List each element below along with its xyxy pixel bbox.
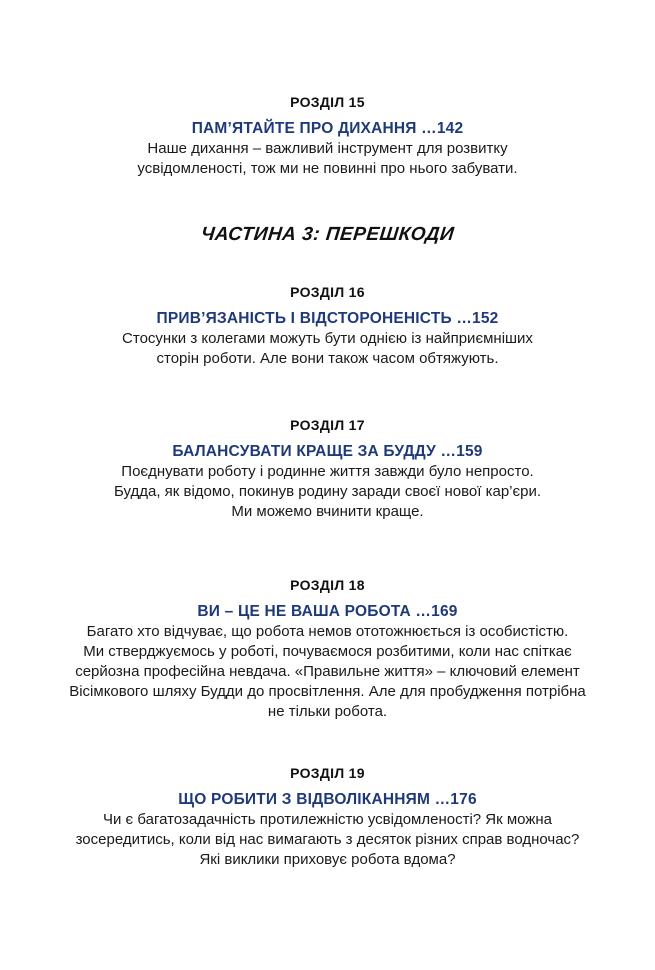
chapter-title-link[interactable]: ПРИВ’ЯЗАНІСТЬ І ВІДСТОРОНЕНІСТЬ …152 [156,310,499,327]
chapter-description [0,329,655,369]
description-line: не тільки робота. [267,703,388,720]
part-heading: ЧАСТИНА 3: ПЕРЕШКОДИ [199,224,456,245]
chapter-title-link[interactable]: ПАМ’ЯТАЙТЕ ПРО ДИХАННЯ …142 [191,120,464,137]
chapter-description [0,810,655,870]
description-line: усвідомленості, тож ми не повинні про нього забувати. [137,160,518,177]
description-line: Чи є багатозадачність протилежністю усвідомленості? Як можна [102,811,553,828]
toc-entry-19 [0,764,655,870]
description-line: Стосунки з колегами можуть бути однією із найприємніших [122,330,533,347]
section-label: РОЗДІЛ 18 [290,577,365,593]
description-line: Будда, як відомо, покинув родину заради своєї нової кар’єри. [113,483,542,500]
toc-entry-18 [0,576,655,722]
section-label: РОЗДІЛ 19 [290,765,365,781]
description-line: серйозна професійна невдача. «Правильне життя» – ключовий елемент [75,663,580,680]
chapter-title-link[interactable]: БАЛАНСУВАТИ КРАЩЕ ЗА БУДДУ …159 [172,443,483,460]
description-line: Вісімкового шляху Будди до просвітлення. Але для пробудження потрібна [69,683,586,700]
description-line: Які виклики приховує робота вдома? [199,851,456,868]
description-line: Наше дихання – важливий інструмент для розвитку [147,140,508,157]
toc-entry-15 [0,93,655,179]
chapter-description [0,622,655,722]
description-line: Багато хто відчуває, що робота немов ототожнюється із особистістю. [86,623,569,640]
chapter-description [0,462,655,522]
toc-entry-16 [0,283,655,369]
chapter-title-link[interactable]: ВИ – ЦЕ НЕ ВАША РОБОТА …169 [197,603,458,620]
chapter-description [0,139,655,179]
description-line: Ми можемо вчинити краще. [231,503,424,520]
description-line: зосередитись, коли від нас вимагають з десяток різних справ водночас? [75,831,580,848]
section-label: РОЗДІЛ 17 [290,417,365,433]
chapter-title-link[interactable]: ЩО РОБИТИ З ВІДВОЛІКАННЯМ …176 [178,791,477,808]
description-line: Поєднувати роботу і родинне життя завжди було непросто. [121,463,534,480]
section-label: РОЗДІЛ 15 [290,94,365,110]
section-label: РОЗДІЛ 16 [290,284,365,300]
description-line: Ми стверджуємось у роботі, почуваємося розбитими, коли нас спіткає [83,643,572,660]
description-line: сторін роботи. Але вони також часом обтяжують. [156,350,499,367]
toc-entry-17 [0,416,655,522]
